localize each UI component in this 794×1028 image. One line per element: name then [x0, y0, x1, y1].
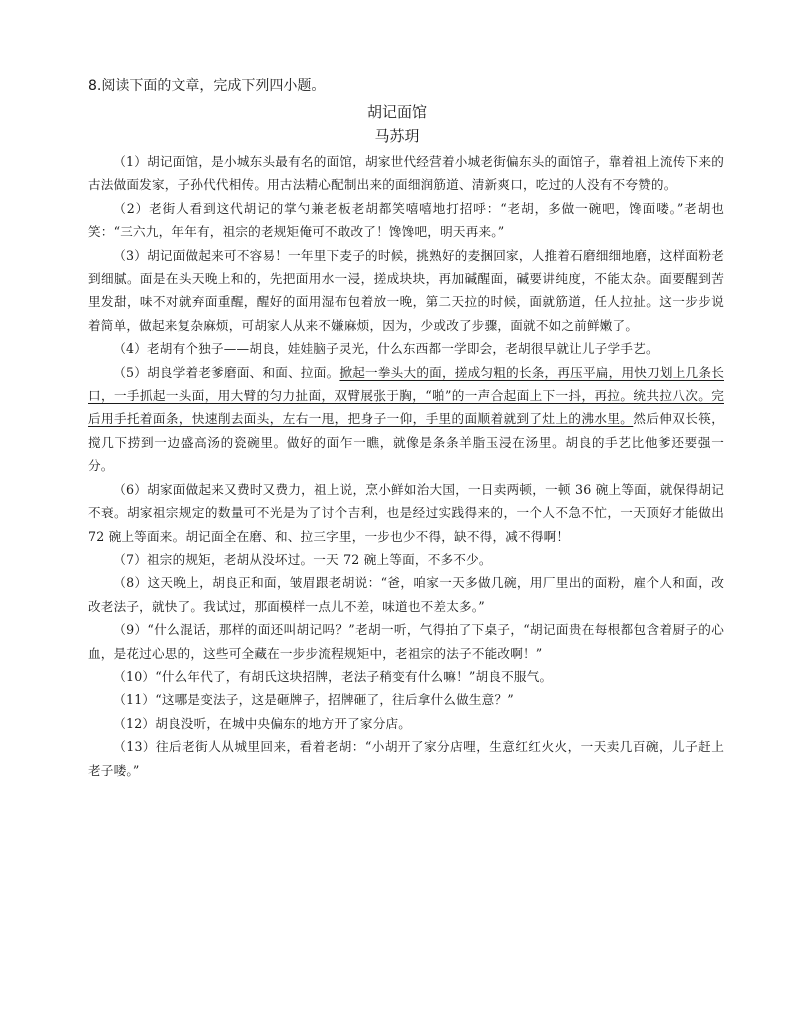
paragraph-6: （6）胡家面做起来又费时又费力，祖上说，烹小鲜如治大国，一日卖两顿，一顿 36 碗上等面，就保得胡记不衰。胡家祖宗规定的数量可不光是为了讨个吉利，也是经过实践得来的，一个人不急不忙，一天顶好才能做出 72 碗上等面来。胡记面全在磨、和、拉三字里，一步也少不得，缺不得，减不得啊！: [88, 481, 724, 544]
paragraph-11: （11）“这哪是变法子，这是砸牌子，招牌砸了，往后拿什么做生意？”: [113, 692, 514, 708]
paragraph-7: （7）祖宗的规矩，老胡从没坏过。一天 72 碗上等面，不多不少。: [113, 551, 492, 567]
article-author: 马苏玥: [374, 127, 420, 145]
underlined-passage: 掀起一拳头大的面，搓成匀粗的长条，再压平扁，用快刀划上几条长口，一手抓起一头面，用大臂的匀力扯面，双臂展张于胸，“啪”的一声合起面上下一抖，再拉。统共拉八次。完后用手托着面条，快速削去面头，左右一甩，把身子一仰，手里的面顺着就到了灶上的沸水里。: [88, 364, 724, 427]
paragraph-10: （10）“什么年代了，有胡氏这块招牌，老法子稍变有什么嘛！”胡良不服气。: [113, 668, 553, 684]
paragraph-5-lead: （5）胡良学着老爹磨面、和面、拉面。: [113, 364, 340, 380]
paragraph-12: （12）胡良没听，在城中央偏东的地方开了家分店。: [113, 715, 412, 731]
paragraph-1: （1）胡记面馆，是小城东头最有名的面馆，胡家世代经营着小城老街偏东头的面馆子，靠着祖上流传下来的古法做面发家，子孙代代相传。用古法精心配制出来的面细润筋道、清新爽口，吃过的人没有不夸赞的。: [88, 154, 724, 193]
paragraph-3: （3）胡记面做起来可不容易！一年里下麦子的时候，挑熟好的麦捆回家，人推着石磨细细地磨，这样面粉老到细腻。面是在头天晚上和的，先把面用水一浸，搓成块块，再加碱醒面，碱要讲纯度，不能太杂。面要醒到苦里发甜，味不对就弃面重醒，醒好的面用湿布包着放一晚，第二天拉的时候，面就筋道，任人拉扯。这一步步说着简单，做起来复杂麻烦，可胡家人从来不嫌麻烦，因为，少或改了步骤，面就不如之前鲜嫩了。: [88, 247, 724, 333]
paragraph-9: （9）“什么混话，那样的面还叫胡记吗？”老胡一听，气得拍了下桌子，“胡记面贵在每根都包含着厨子的心血，是花过心思的，这些可全藏在一步步流程规矩中，老祖宗的法子不能改啊！”: [88, 622, 724, 661]
paragraph-5-tail: 然后伸双长筷，搅几下捞到一边盛高汤的瓷碗里。做好的面乍一瞧，就像是条条羊脂玉浸在汤里。胡良的手艺比他爹还要强一分。: [88, 411, 724, 474]
article-title: 胡记面馆: [366, 103, 427, 121]
paragraph-5: [88, 361, 724, 478]
paragraph-4: （4）老胡有个独子——胡良，娃娃脑子灵光，什么东西都一学即会，老胡很早就让儿子学手艺。: [113, 341, 659, 357]
paragraph-8: （8）这天晚上，胡良正和面，皱眉跟老胡说：“爸，咱家一天多做几碗，用厂里出的面粉，雇个人和面，改改老法子，就快了。我试过，那面模样一点儿不差，味道也不差太多。”: [88, 575, 724, 614]
paragraph-13: （13）往后老街人从城里回来，看着老胡：“小胡开了家分店哩，生意红红火火，一天卖几百碗，儿子赶上老子喽。”: [88, 739, 724, 778]
paragraph-2: （2）老街人看到这代胡记的掌勺兼老板老胡都笑嘻嘻地打招呼：“老胡，多做一碗吧，馋面喽。”老胡也笑：“三六九，年年有，祖宗的老规矩俺可不敢改了！馋馋吧，明天再来。”: [88, 200, 724, 240]
question-instruction: 8.阅读下面的文章，完成下列四小题。: [88, 78, 326, 94]
article-body: [88, 150, 724, 782]
